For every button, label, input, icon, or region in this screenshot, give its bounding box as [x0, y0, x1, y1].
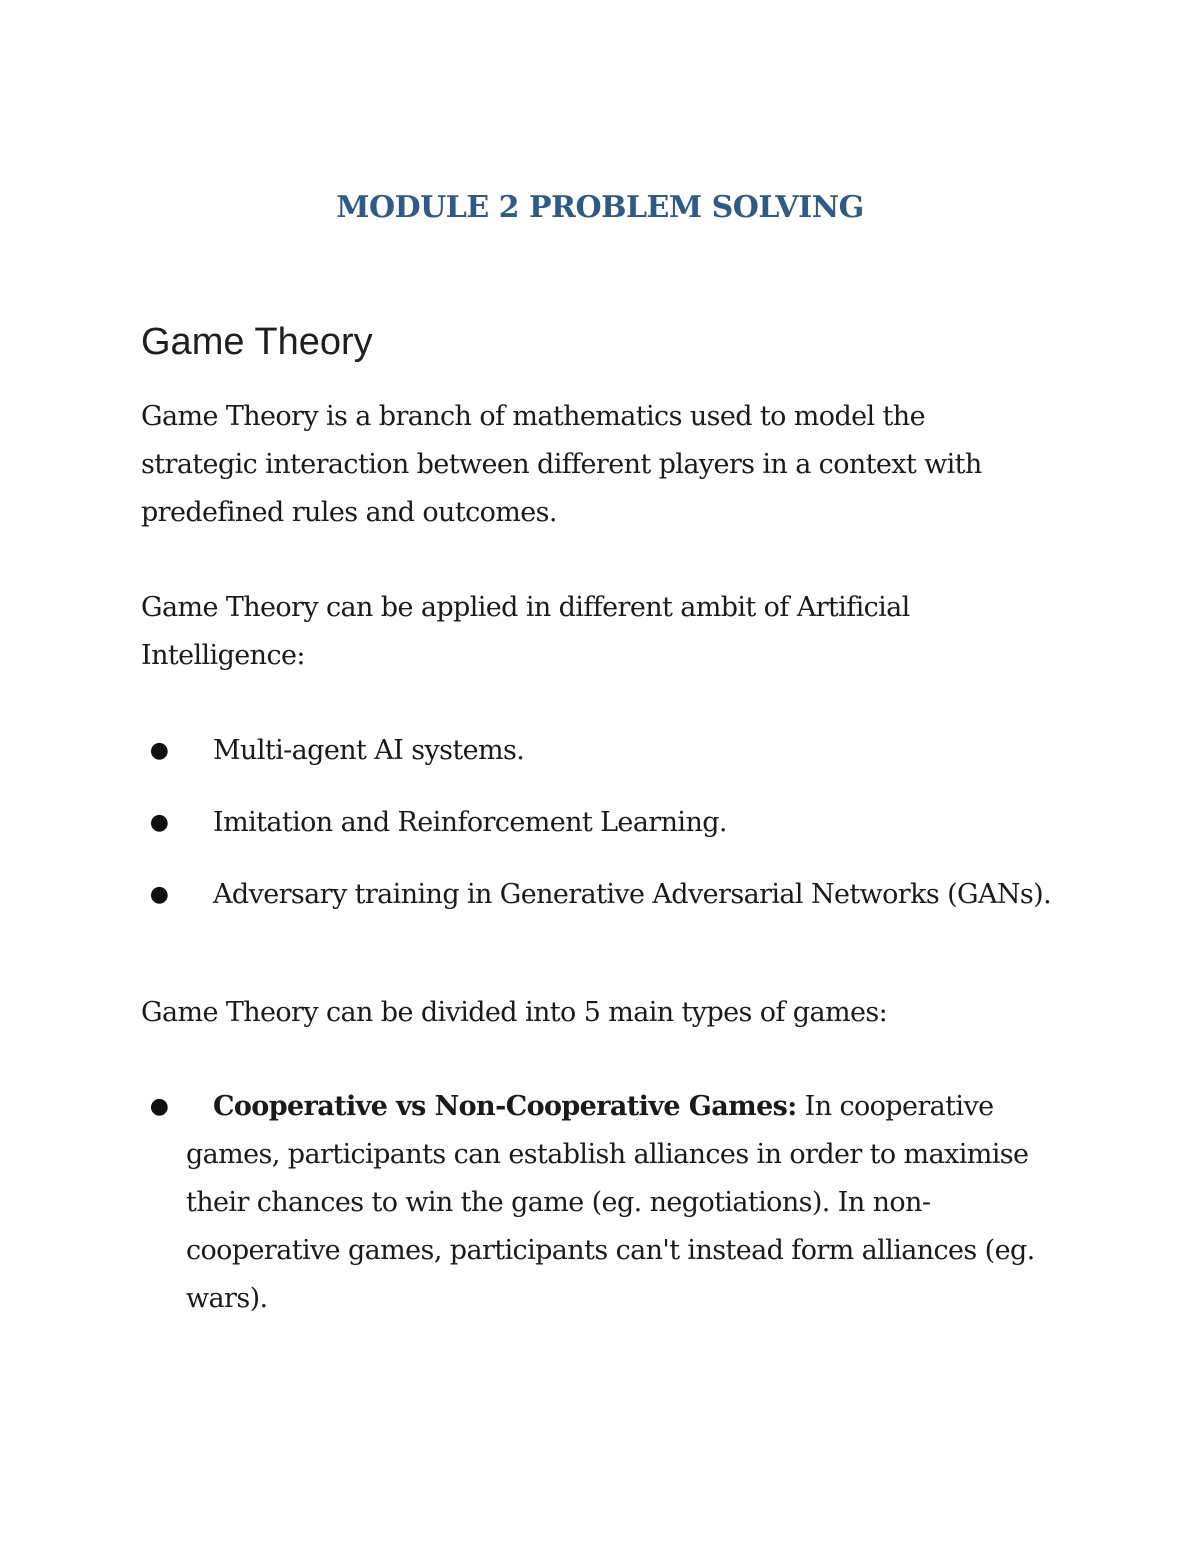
list-item: [141, 871, 1061, 919]
list-item: [141, 727, 1061, 775]
bullet-icon: ●: [149, 738, 169, 763]
bullet-icon: ●: [149, 810, 169, 835]
game-type-term: Cooperative vs Non-Cooperative Games:: [213, 1091, 797, 1122]
game-types-list: [141, 1083, 1061, 1323]
intro-paragraph: Game Theory is a branch of mathematics used to model the strategic interaction between different players in a context with predefined rules and outcomes.: [141, 401, 982, 528]
applications-list: [141, 727, 1061, 943]
list-item-text: Adversary training in Generative Adversarial Networks (GANs).: [213, 879, 1052, 910]
list-item: [141, 799, 1061, 847]
document-title: MODULE 2 PROBLEM SOLVING: [336, 190, 864, 225]
list-item-text: Multi-agent AI systems.: [213, 735, 525, 766]
bullet-icon: ●: [149, 1094, 169, 1119]
list-item-text: Imitation and Reinforcement Learning.: [213, 807, 727, 838]
list-item: [141, 1083, 1061, 1323]
game-type-description: In cooperative games, participants can establish alliances in order to maximise their chances to win the game (eg. negotiations). In non-cooperative games, participants can't instead form alliances (eg. wars).: [186, 1091, 1035, 1314]
bullet-icon: ●: [149, 882, 169, 907]
game-types-intro-paragraph: Game Theory can be divided into 5 main types of games:: [141, 997, 888, 1028]
applications-intro-paragraph: Game Theory can be applied in different ambit of Artificial Intelligence:: [141, 592, 910, 671]
section-heading: Game Theory: [141, 321, 373, 363]
